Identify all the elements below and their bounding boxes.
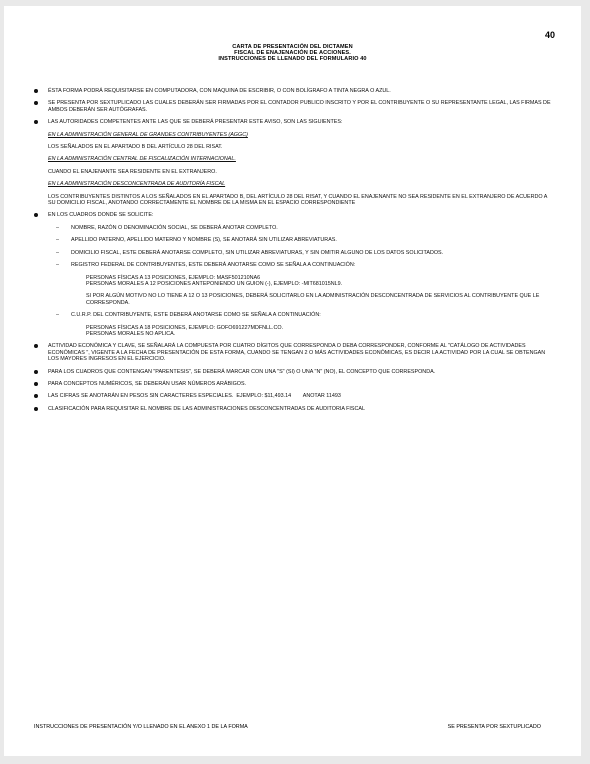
dash-icon: – [56,249,59,256]
authority-text: LOS SEÑALADOS EN EL APARTADO B DEL ARTÍCULO 28 DEL RISAT. [48,144,223,151]
bullet-item: LAS CIFRAS SE ANOTARÁN EN PESOS SIN CARACTERES ESPECIALES. EJEMPLO: $11,493.14 ANOTAR 11493 [34,393,554,399]
title-line: FISCAL DE ENAJENACIÓN DE ACCIONES. [234,50,351,57]
bullet-icon [34,344,38,348]
bullet-item: EN LOS CUADROS DONDE SE SOLICITE: [34,212,554,218]
bullet-item: SE PRESENTA POR SEXTUPLICADO LAS CUALES DEBERÁN SER FIRMADAS POR EL CONTADOR PUBLICO INSCRITO Y POR EL CONTRIBUYENTE O SU REPRESENTANTE LEGAL, LAS FIRMAS DE AMBOS DEBERÁN SER AUTÓGRAFAS. [34,100,554,113]
bullet-item: PARA LOS CUADROS QUE CONTENGAN "PARENTESIS", SE DEBERÁ MARCAR CON UNA "S" (SI) O UNA "N" (NO), EL CONCEPTO QUE CORRESPONDA. [34,369,554,375]
bullet-icon [34,382,38,386]
bullet-icon [34,370,38,374]
instructions-body [34,88,554,418]
dash-item: – C.U.R.P. DEL CONTRIBUYENTE, ESTE DEBERÁ ANOTARSE COMO SE SEÑALA A CONTINUACIÓN: [56,312,321,319]
bullet-icon [34,407,38,411]
dash-icon: – [56,312,59,319]
authority-heading: EN LA ADMINISTRACIÓN CENTRAL DE FISCALIZACIÓN INTERNACIONAL. [48,156,236,163]
dash-item: – DOMICILIO FISCAL, ESTE DEBERÁ ANOTARSE COMPLETO, SIN UTILIZAR ABREVIATURAS, Y SIN OMITIR ALGUNO DE LOS DATOS SOLICITADOS. [56,249,444,256]
dash-item: – REGISTRO FEDERAL DE CONTRIBUYENTES, ESTE DEBERÁ ANOTARSE COMO SE SEÑALA A CONTINUACIÓN: [56,262,356,269]
dash-icon: – [56,262,59,269]
authority-heading: EN LA ADMINISTRACIÓN GENERAL DE GRANDES CONTRIBUYENTES (AGGC) [48,131,248,138]
bullet-item: ACTIVIDAD ECONÓMICA Y CLAVE, SE SEÑALARÁ LA COMPUESTA POR CUATRO DÍGITOS QUE CORRESPONDA O DEBA CORRESPONDER, CONFORME AL "CATÁLOGO DE ACTIVIDADES ECONÓMICAS ", VIGENTE A LA FECHA DE PRESENTACIÓN DE ESTA FORMA, CUANDO SE TENGAN 2 O MÁS ACTIVIDADES ECONÓMICAS, ES DECIR LA ACTIVIDAD POR LA CUAL SE OBTENGAN LOS MAYORES INGRESOS EN EL EJERCICIO. [34,343,554,362]
bullet-item: PARA CONCEPTOS NUMÉRICOS, SE DEBERÁN USAR NÚMEROS ARÁBIGOS. [34,381,554,387]
bullet-item: LAS AUTORIDADES COMPETENTES ANTE LAS QUE SE DEBERÁ PRESENTAR ESTE AVISO, SON LAS SIGUIENTES: [34,119,554,125]
bullet-icon [34,89,38,93]
footer-right-note: SE PRESENTA POR SEXTUPLICADO [447,724,541,730]
title-line: CARTA DE PRESENTACIÓN DEL DICTAMEN [232,44,353,50]
dash-item: – NOMBRE, RAZÓN O DENOMINACIÓN SOCIAL, SE DEBERÁ ANOTAR COMPLETO. [56,224,278,231]
dash-icon: – [56,224,59,231]
page-number: 40 [544,30,555,40]
footer-left-note: INSTRUCCIONES DE PRESENTACIÓN Y/O LLENADO EN EL ANEXO 1 DE LA FORMA [34,724,248,730]
document-page [4,6,581,756]
bullet-icon [34,120,38,124]
bullet-item: CLASIFICACIÓN PARA REQUISITAR EL NOMBRE DE LAS ADMINISTRACIONES DESCONCENTRADAS DE AUDITORIA FISCAL [34,406,554,412]
authority-text: CUANDO EL ENAJENANTE SEA RESIDENTE EN EL EXTRANJERO. [48,168,217,175]
bullet-icon [34,394,38,398]
dash-item: – APELLIDO PATERNO, APELLIDO MATERNO Y NOMBRE (S), SE ANOTARÁ SIN UTILIZAR ABREVIATURAS. [56,237,337,244]
authority-text: LOS CONTRIBUYENTES DISTINTOS A LOS SEÑALADOS EN EL APARTADO B, DEL ARTÍCULO 28 DEL RISAT, Y CUANDO EL ENAJENANTE NO SEA RESIDENTE EN EL EXTRANJERO DE ACUERDO A SU DOMICILIO FISCAL, ANOTANDO CORRECTAMENTE EL NOMBRE DE LA MISMA EN EL ESPACIO CORRESPONDIENTE [48,193,548,207]
title-line: INSTRUCCIONES DE LLENADO DEL FORMULARIO 40 [218,56,367,63]
dash-icon: – [56,237,59,244]
document-title [4,44,581,63]
rfc-example: PERSONAS FÍSICAS A 13 POSICIONES, EJEMPLO: MASF501210NA6 PERSONAS MORALES A 12 POSICIONES ANTEPONIENDO UN GUION (-), EJEMPLO: -MIT681015NL9. [86,274,343,287]
curp-example: PERSONAS FÍSICAS A 18 POSICIONES, EJEMPLO: GOFO691227MDFNLL.CO. PERSONAS MORALES NO APLICA. [86,324,284,337]
authority-heading: EN LA ADMINISTRACIÓN DESCONCENTRADA DE AUDITORÍA FISCAL [48,181,226,188]
bullet-icon [34,213,38,217]
bullet-icon [34,101,38,105]
bullet-item: ÉSTA FORMA PODRÁ REQUISITARSE EN COMPUTADORA, CON MAQUINA DE ESCRIBIR, O CON BOLÍGRAFO A TINTA NEGRA O AZUL. [34,88,554,94]
rfc-note: SI POR ALGÚN MOTIVO NO LO TIENE A 12 O 13 POSICIONES, DEBERÁ SOLICITARLO EN LA ADMINISTRACIÓN DESCONCENTRADA DE SERVICIOS AL CONTRIBUYENTE QUE LE CORRESPONDA. [86,293,540,306]
